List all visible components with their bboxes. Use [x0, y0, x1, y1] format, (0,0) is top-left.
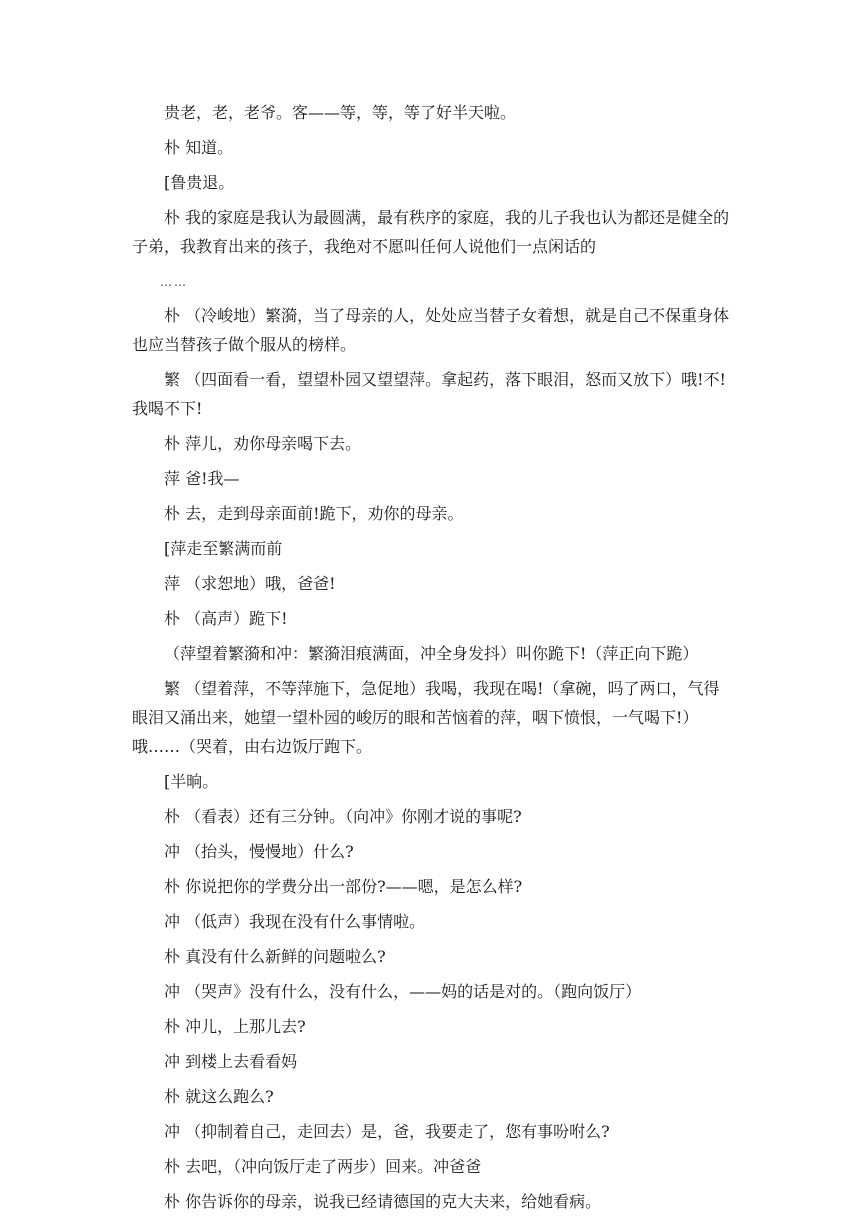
paragraph: （萍望着繁漪和冲：繁漪泪痕满面，冲全身发抖）叫你跪下!（萍正向下跪） [164, 644, 699, 663]
paragraph: 朴 知道。 [164, 138, 234, 157]
ellipsis: …… [160, 275, 188, 289]
paragraph: 朴 真没有什么新鲜的问题啦么? [164, 947, 386, 966]
paragraph: 繁 （四面看一看，望望朴园又望望萍。拿起药，落下眼泪，怒而又放下）哦!不!我喝不下! [132, 370, 726, 418]
paragraph: 冲 （抑制着自己，走回去）是，爸，我要走了，您有事吩咐么? [164, 1122, 610, 1141]
paragraph: 朴 （冷峻地）繁漪，当了母亲的人，处处应当替子女着想，就是自己不保重身体也应当替孩子做个服从的榜样。 [132, 306, 730, 354]
paragraph: 朴 （高声）跪下! [164, 609, 288, 628]
stage-direction: [半晌。 [164, 772, 219, 791]
paragraph: 朴 萍儿，劝你母亲喝下去。 [164, 434, 362, 453]
stage-direction: [鲁贵退。 [164, 173, 235, 192]
paragraph: 朴 你说把你的学费分出一部份?——嗯，是怎么样? [164, 877, 523, 896]
paragraph: 贵老，老，老爷。客——等，等，等了好半天啦。 [164, 103, 517, 122]
paragraph: 朴 冲儿，上那儿去? [164, 1017, 306, 1036]
paragraph: 繁 （望着萍，不等萍施下，急促地）我喝，我现在喝!（拿碗，吗了两口，气得眼泪又涌出来，她望一望朴园的峻厉的眼和苦恼着的萍，咽下愤恨，一气喝下!）哦……（哭着，由右边饭厅跑下。 [132, 679, 720, 756]
paragraph: 冲 （抬头，慢慢地）什么? [164, 842, 354, 861]
stage-direction: [萍走至繁满而前 [164, 539, 283, 558]
paragraph: 萍 （求恕地）哦，爸爸! [164, 574, 336, 593]
paragraph: 冲 （哭声》没有什么，没有什么，——妈的话是对的。（跑向饭厅） [164, 982, 642, 1001]
paragraph: 朴 就这么跑么? [164, 1087, 274, 1106]
paragraph: 朴 （看表）还有三分钟。（向冲》你刚才说的事呢? [164, 807, 522, 826]
paragraph: 冲 到楼上去看看妈 [164, 1052, 298, 1071]
paragraph: 朴 你告诉你的母亲，说我已经请德国的克大夫来，给她看病。 [164, 1192, 602, 1211]
paragraph: 朴 去，走到母亲面前!跪下，劝你的母亲。 [164, 504, 464, 523]
script-text [132, 98, 734, 1222]
paragraph: 朴 去吧，（冲向饭厅走了两步）回来。冲爸爸 [164, 1157, 482, 1176]
paragraph: 朴 我的家庭是我认为最圆满，最有秩序的家庭，我的儿子我也认为都还是健全的子弟，我教育出来的孩子，我绝对不愿叫任何人说他们一点闲话的 [132, 208, 730, 256]
paragraph: 冲 （低声）我现在没有什么事情啦。 [164, 912, 426, 931]
paragraph: 萍 爸!我— [164, 469, 240, 488]
